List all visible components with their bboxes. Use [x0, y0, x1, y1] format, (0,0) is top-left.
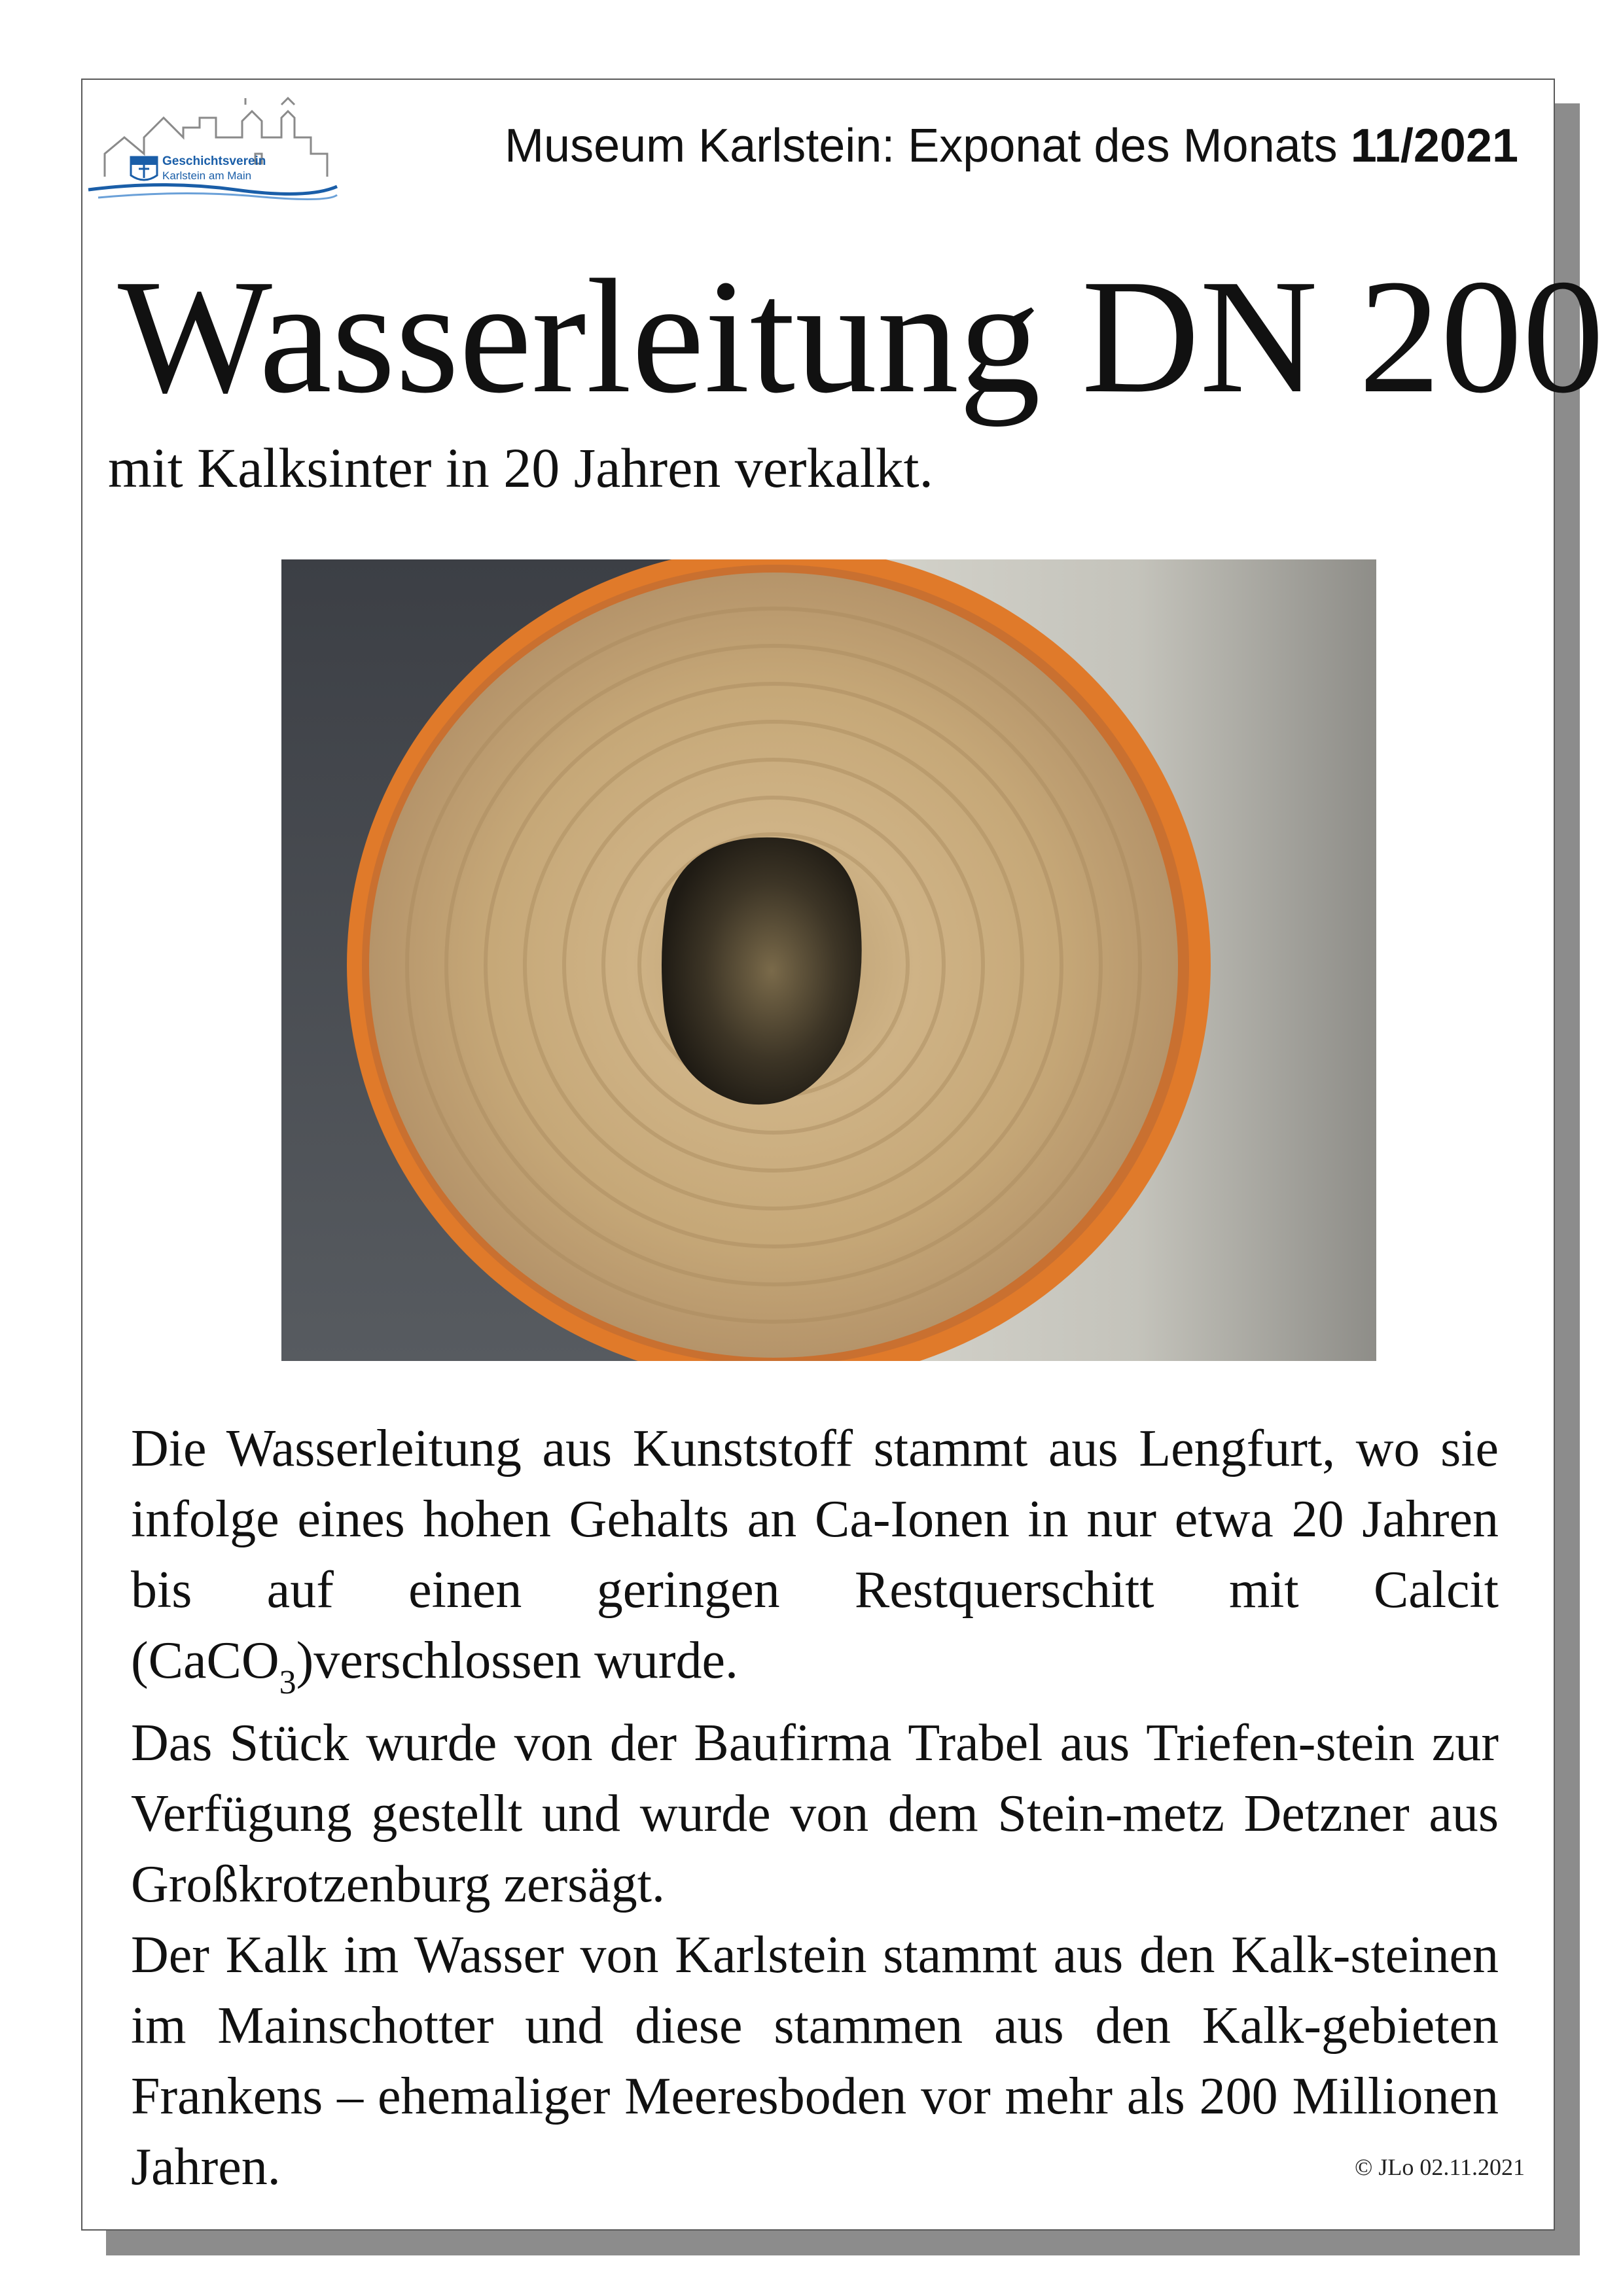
paragraph-2: Das Stück wurde von der Baufirma Trabel aus Triefen-stein zur Verfügung gestellt und wurde von dem Stein-metz Detzner aus Großkrotzenburg zersägt.: [131, 1714, 1499, 1913]
header-issue: 11/2021: [1350, 120, 1518, 172]
pipe-cross-section: [347, 559, 1211, 1361]
page-subtitle: mit Kalksinter in 20 Jahren verkalkt.: [108, 436, 934, 499]
subscript-3: 3: [279, 1664, 296, 1701]
description-text: [131, 1413, 1499, 2214]
paragraph-1-text: Die Wasserleitung aus Kunststoff stammt aus Lengfurt, wo sie infolge eines hohen Gehalts an Ca-Ionen in nur etwa 20 Jahren bis auf einen geringen Restquerschitt mit Calcit (CaCO: [131, 1420, 1499, 1689]
paragraph-3: Der Kalk im Wasser von Karlstein stammt aus den Kalk-steinen im Mainschotter und diese stammen aus den Kalk-gebieten Frankens – ehemaliger Meeresboden vor mehr als 200 Millionen Jahren.: [131, 1926, 1499, 2196]
coat-of-arms-icon: [131, 157, 157, 180]
paragraph-1: [131, 1413, 1499, 1701]
geschichtsverein-logo: [85, 92, 340, 209]
logo-line2: Karlstein am Main: [162, 169, 252, 182]
paragraph-1-end: )verschlossen wurde.: [296, 1632, 738, 1689]
page-header: [340, 116, 1518, 175]
header-prefix: Museum Karlstein: Exponat des Monats: [505, 120, 1338, 172]
logo-line1: Geschichtsverein: [162, 154, 266, 168]
copyright-note: © JLo 02.11.2021: [1354, 2154, 1525, 2180]
page-title: Wasserleitung DN 200: [118, 246, 1605, 427]
pipe-photo: [281, 559, 1376, 1361]
